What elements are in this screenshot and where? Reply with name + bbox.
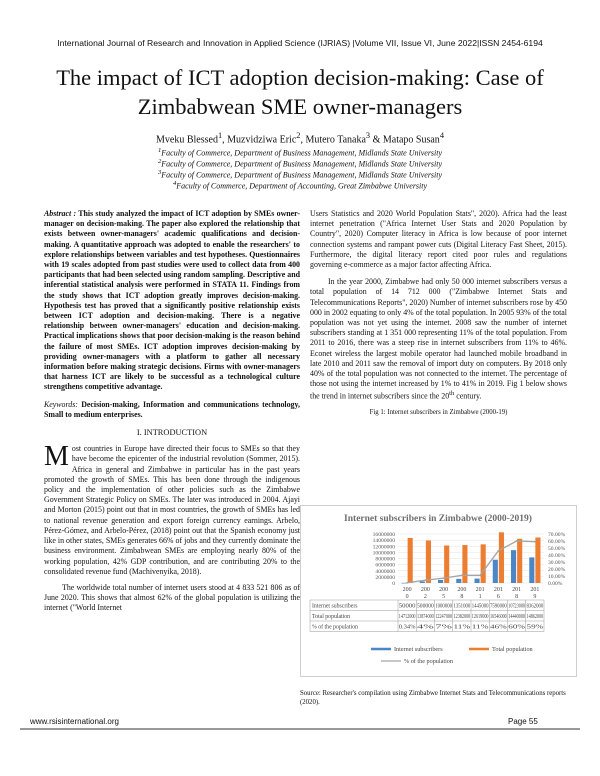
x-tick-label: 1 xyxy=(478,594,482,600)
affiliation-4 xyxy=(20,180,580,191)
footer-rule xyxy=(20,728,580,730)
affiliation-sup: 3 xyxy=(157,169,162,176)
table-cell: 1351000 xyxy=(453,603,471,610)
table-cell: 59% xyxy=(526,624,544,631)
bar-internet-subscribers xyxy=(420,581,425,583)
author-name: , Mutero Tanaka xyxy=(300,134,366,146)
chart-title: Internet subscribers in Zimbabwe (2000-2019) xyxy=(344,514,532,524)
table-cell: 14862000 xyxy=(526,614,544,620)
table-cell: 46% xyxy=(490,624,507,631)
left-axis-tick-label: 0 xyxy=(392,581,395,587)
point-percent-population xyxy=(424,579,426,581)
table-cell: 12382000 xyxy=(453,614,471,620)
author-name: & Matapo Susan xyxy=(370,134,440,146)
bar-total-population xyxy=(481,544,486,583)
author-sup: 4 xyxy=(439,131,444,140)
title-line-2: Zimbabwean SME owner-managers xyxy=(137,94,463,119)
bar-total-population xyxy=(426,541,431,583)
affiliation-2 xyxy=(20,158,580,169)
x-tick-label: 200 xyxy=(457,587,467,593)
left-axis-tick-label: 10000000 xyxy=(372,550,395,557)
chart-svg xyxy=(301,506,576,676)
table-cell: 1000000 xyxy=(435,603,453,610)
author-list xyxy=(20,131,580,145)
author-sup: 3 xyxy=(365,131,371,140)
right-paragraph-2-text: In the year 2000, Zimbabwe had only 50 000 internet subscribers versus a total population of 14 712 000 ("Zimbabwe Internet Stats and Telecommunications Reports", 2020) Number of internet subscribers rose by 450 000 in 2002 equating to only 4% of the total population. In 2005 93% of the total population was not yet using the internet. 2008 saw the number of internet subscribers standing at 1 351 000 representing 11% of the total population. From 2011 to 2016, there was a steep rise in internet subscribers from 11% to 46%. Econet wireless the largest mobile operator had launched mobile broadband in late 2010 and 2011 saw the removal of import duty on computers. By 2018 only 40% of the total population was not connected to the internet. The percentage of those not using the internet increased by 1% to 41% in 2019. Fig 1 below shows the trend in internet subscribers since the 20 xyxy=(310,277,567,402)
table-row-label: Total population xyxy=(312,614,351,620)
table-cell: 7590000 xyxy=(490,603,507,610)
table-cell: 11% xyxy=(453,624,471,631)
table-row-label: % of the population xyxy=(312,624,358,631)
author-sup: 2 xyxy=(296,131,301,140)
x-tick-label: 8 xyxy=(460,594,464,600)
x-tick-label: 201 xyxy=(530,587,540,593)
table-cell: 0.34% xyxy=(398,624,416,631)
bar-internet-subscribers xyxy=(493,560,498,583)
x-tick-label: 201 xyxy=(493,587,503,593)
figure-caption: Fig 1: Internet subscribers in Zimbabwe (2000-19) xyxy=(369,409,508,417)
x-tick-label: 8 xyxy=(515,594,519,600)
keywords-text: Decision-making, Information and communications technology, Small to medium enterprises. xyxy=(44,399,300,419)
legend-label: % of the population xyxy=(404,658,453,665)
bar-internet-subscribers xyxy=(456,579,461,583)
affiliation-text: Faculty of Commerce, Department of Business Management, Midlands State University xyxy=(161,148,443,158)
point-percent-population xyxy=(461,574,463,576)
table-cell: 8362000 xyxy=(526,603,544,610)
right-paragraph-2-end: century. xyxy=(454,392,482,402)
table-cell: 10723000 xyxy=(508,603,526,610)
figure-source: Source: Researcher's compilation using Zimbabwe Internet Stats and Telecommunications reports (2020). xyxy=(300,690,566,706)
bar-internet-subscribers xyxy=(511,550,516,583)
left-axis-tick-label: 2000000 xyxy=(375,574,395,581)
x-tick-label: 2 xyxy=(423,594,427,600)
author-sup: 1 xyxy=(217,131,223,140)
x-tick-label: 0 xyxy=(405,594,409,600)
drop-cap: M xyxy=(44,441,69,473)
affiliation-3 xyxy=(20,169,580,180)
journal-header: International Journal of Research and Innovation in Applied Science (IJRIAS) |Volume VII, Issue VI, June 2022|ISSN 2454-6194 xyxy=(57,38,543,48)
table-cell: 1445000 xyxy=(471,603,489,610)
abstract-label: Abstract : xyxy=(44,209,77,218)
right-axis-tick-label: 40.00% xyxy=(548,553,566,559)
affiliation-1 xyxy=(20,147,580,158)
point-percent-population xyxy=(534,541,536,543)
table-cell: 13874000 xyxy=(417,614,434,620)
point-percent-population xyxy=(406,582,408,584)
footer-page-number: Page 55 xyxy=(508,717,538,726)
abstract xyxy=(44,209,300,393)
bar-internet-subscribers xyxy=(438,580,443,583)
left-axis-tick-label: 16000000 xyxy=(372,532,395,538)
intro-text: ost countries in Europe have directed their focus to SMEs so that they have become the epicenter of the industrial revolution (Sommer, 2015). Africa in general and Zimbabwe in particular has in the past years promoted the growth of SMEs. This has been done through the indigenous policy and the implementation of other policies such as the Zimbabwe Government Strategic Policy on SMEs. The later was introduced in 2004. Ajayi and Morton (2015) point out that in most countries, the growth of SMEs has led to national revenue generation and export foreign currency earnings. Arbelo, Pérez-Gómez, and Arbelo-Pérez, (2018) point out that the Spanish economy just like in other states, SMEs generates 66% of jobs and they currently dominate the business environment. Zimbabwean SMEs are employing nearly 80% of the working population, 42% GDP contribution, and are contributing 20% to the consolidated revenue fund (Machivenyika, 2018). xyxy=(44,444,300,576)
left-axis-tick-label: 6000000 xyxy=(375,562,395,569)
section-heading: I. INTRODUCTION xyxy=(136,428,208,438)
keywords-label: Keywords: xyxy=(44,399,78,409)
intro-paragraph-2: The worldwide total number of internet users stood at 4 833 521 806 as of June 2020. This shows that almost 62% of the global population is utilizing the internet ("World Internet xyxy=(44,582,300,613)
table-cell: 50000 xyxy=(398,603,416,610)
legend-label: Internet subscribers xyxy=(394,646,443,653)
x-tick-label: 6 xyxy=(496,594,500,600)
right-axis-tick-label: 50.00% xyxy=(548,546,566,552)
x-tick-label: 201 xyxy=(512,587,522,593)
point-percent-population xyxy=(479,574,481,576)
abstract-text: This study analyzed the impact of ICT adoption by SMEs owner-manager on decision-making. The paper also explored the relationship that exists between owner-managers' academic qualifications and decision-making. A quantitative approach was adopted to enable the researchers' to explore relationships between variables and test hypotheses. Questionnaires with 19 scales adopted from past studies were used to collect data from 400 participants that had been selected using random sampling. Descriptive and inferential statistical analysis were performed in STATA 11. Findings from the study shows that ICT adoption greatly improves decision-making. Hypothesis test has proved that a significantly positive relationship exists between ICT adoption and decision-making. There is a negative relationship between owner-managers' education and decision-making. Practical implications shows that poor decision-making is the reason behind the failure of most SMEs. ICT adoption improves decision-making by providing owner-managers with a platform to gather all necessary information before making strategic decisions. Firms with owner-managers that harness ICT are likely to be successful as a technological culture strengthens competitive advantage. xyxy=(44,209,300,392)
right-axis-tick-label: 30.00% xyxy=(548,560,566,566)
affiliation-sup: 1 xyxy=(157,147,162,154)
affiliation-text: Faculty of Commerce, Department of Business Management, Midlands State University xyxy=(161,170,443,180)
title-line-1: The impact of ICT adoption decision-making: Case of xyxy=(56,65,544,90)
bar-total-population xyxy=(408,538,413,583)
point-percent-population xyxy=(497,550,499,552)
right-paragraph-1: Users Statistics and 2020 World Population Stats", 2020). Africa had the least internet penetration ("Africa Internet User Stats and 2020 Population by Country", 2020) Computer literacy in Africa is low because of poor internet connection systems and rampant power cuts (Digital Literacy Fast Sheet, 2015). Furthermore, the digital literacy report cited poor rules and regulations governing e-commerce as a major factor affecting Africa. xyxy=(310,209,567,270)
left-axis-tick-label: 12000000 xyxy=(372,544,395,551)
bar-internet-subscribers xyxy=(402,583,407,584)
x-tick-label: 9 xyxy=(533,594,537,600)
x-tick-label: 201 xyxy=(475,587,485,593)
bar-internet-subscribers xyxy=(529,557,534,583)
point-percent-population xyxy=(443,577,445,579)
superscript: th xyxy=(449,390,455,398)
right-column xyxy=(310,209,567,424)
x-tick-label: 200 xyxy=(439,587,449,593)
paper-title xyxy=(20,63,580,121)
affiliation-sup: 4 xyxy=(172,180,177,187)
author-name: Mveku Blessed xyxy=(156,134,218,146)
right-axis-tick-label: 10.00% xyxy=(548,574,566,580)
right-axis-tick-label: 60.00% xyxy=(548,539,566,545)
x-tick-label: 200 xyxy=(420,587,430,593)
table-row-label: Internet subscribers xyxy=(312,603,358,610)
point-percent-population xyxy=(516,540,518,542)
left-axis-tick-label: 14000000 xyxy=(372,538,395,545)
left-column xyxy=(44,209,300,614)
right-paragraph-2 xyxy=(310,277,567,402)
left-axis-tick-label: 4000000 xyxy=(375,568,395,575)
bar-internet-subscribers xyxy=(475,579,480,583)
bar-total-population xyxy=(535,537,540,583)
bar-total-population xyxy=(499,532,504,583)
author-name: , Muzvidziwa Eric xyxy=(222,134,297,146)
intro-paragraph-1 xyxy=(44,441,300,577)
affiliation-sup: 2 xyxy=(157,158,162,165)
right-axis-tick-label: 0.00% xyxy=(548,581,563,587)
x-tick-label: 5 xyxy=(442,594,446,600)
table-cell: 7% xyxy=(435,624,453,631)
chart-container xyxy=(300,505,577,677)
table-cell: 11% xyxy=(471,624,489,631)
table-cell: 12619000 xyxy=(471,614,489,620)
left-axis-tick-label: 8000000 xyxy=(375,556,395,563)
table-cell: 60% xyxy=(508,624,526,631)
keywords xyxy=(44,400,300,420)
table-cell: 16546000 xyxy=(490,614,507,620)
table-cell: 14440000 xyxy=(508,614,526,620)
right-axis-tick-label: 70.00% xyxy=(548,532,566,538)
table-cell: 12247000 xyxy=(435,614,453,620)
bar-total-population xyxy=(517,539,522,583)
bar-total-population xyxy=(462,545,467,583)
right-axis-tick-label: 20.00% xyxy=(548,567,566,573)
affiliation-text: Faculty of Commerce, Department of Business Management, Midlands State University xyxy=(161,159,443,169)
footer-website: www.rsisinternational.org xyxy=(30,717,119,726)
legend-label: Total population xyxy=(492,646,533,653)
table-cell: 14712000 xyxy=(398,614,416,620)
x-tick-label: 200 xyxy=(402,587,412,593)
table-cell: 4% xyxy=(417,624,435,631)
table-cell: 500000 xyxy=(417,603,434,610)
affiliation-text: Faculty of Commerce, Department of Accounting, Great Zimbabwe University xyxy=(176,181,428,191)
